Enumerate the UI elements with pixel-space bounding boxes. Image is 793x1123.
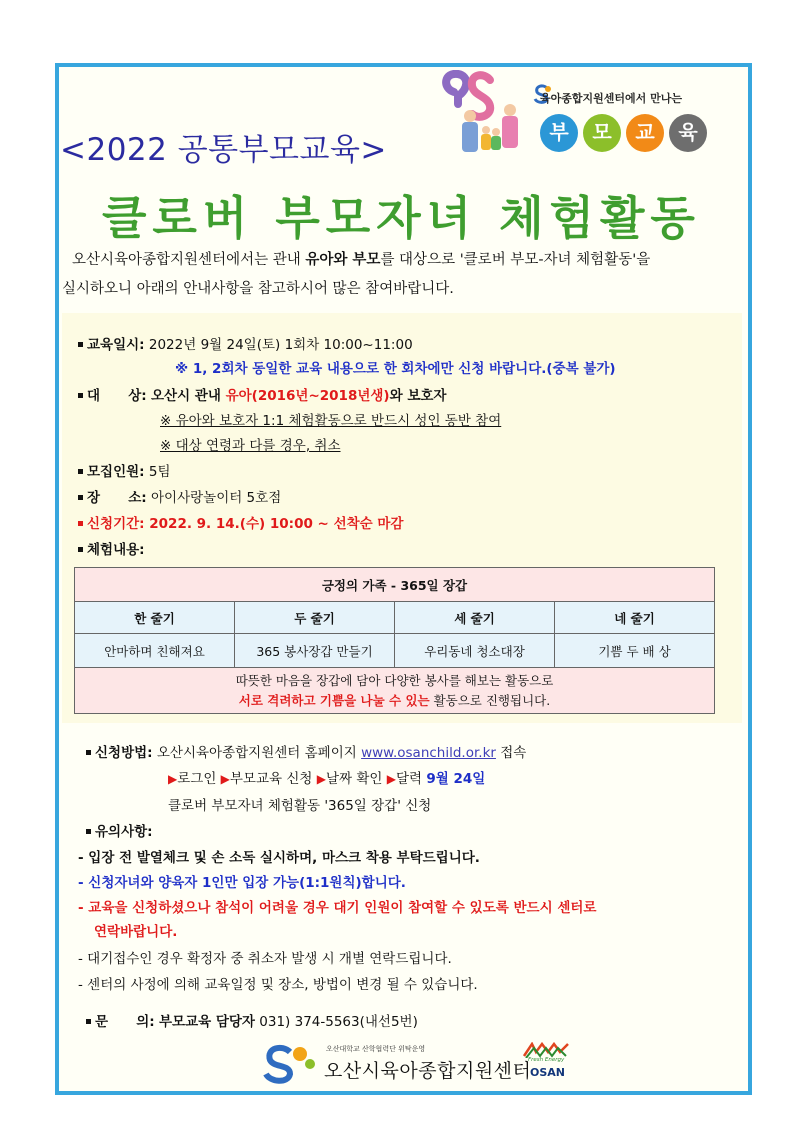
logo-bubble-2: 모 <box>583 114 621 152</box>
center-s-logo-icon <box>260 1042 320 1086</box>
table-header-2: 두 줄기 <box>235 602 395 634</box>
bullet-icon <box>78 495 83 500</box>
logo-caption: 육아종합지원센터에서 만나는 <box>540 92 682 105</box>
arrow-right-icon: ▶ <box>168 772 178 786</box>
family-illustration-icon <box>440 70 530 162</box>
parent-education-logo <box>440 70 740 162</box>
arrow-right-icon: ▶ <box>220 772 230 786</box>
main-title: 클로버 부모자녀 체험활동 <box>102 191 701 245</box>
table-cell-3: 우리동네 청소대장 <box>395 634 555 668</box>
table-footer: 따뜻한 마음을 장갑에 담아 다양한 봉사를 해보는 활동으로 서로 격려하고 기쁨을 나눌 수 있는 활동으로 진행됩니다. <box>75 668 715 714</box>
bullet-icon <box>78 393 83 398</box>
education-date-row: 교육일시: 2022년 9월 24일(토) 1회차 10:00~11:00 <box>78 333 413 353</box>
activity-table <box>74 567 715 714</box>
target-note-accompany: ※ 유아와 보호자 1:1 체험활동으로 반드시 성인 동반 참여 <box>160 413 502 429</box>
contact-row: 문 의: 부모교육 담당자 031) 374-5563(내선5번) <box>86 1010 418 1030</box>
arrow-right-icon: ▶ <box>316 772 326 786</box>
target-row: 대 상: 오산시 관내 유아(2016년~2018년생)와 보호자 <box>78 384 446 404</box>
footer-center-name: 오산시육아종합지원센터 <box>324 1060 532 1082</box>
bullet-icon <box>78 469 83 474</box>
recruit-row: 모집인원: 5팀 <box>78 460 171 480</box>
note-schedule-change: - 센터의 사정에 의해 교육일정 및 장소, 방법이 변경 될 수 있습니다. <box>78 977 478 993</box>
footer-osan-text: OSAN <box>530 1066 565 1079</box>
bullet-icon <box>78 547 83 552</box>
table-title: 긍정의 가족 - 365일 장갑 <box>75 568 715 602</box>
footer-subtitle: 오산대학교 산학협력단 위탁운영 <box>326 1045 426 1053</box>
note-waitlist: - 대기접수인 경우 확정자 중 취소자 발생 시 개별 연락드립니다. <box>78 951 452 967</box>
apply-steps-row: ▶로그인 ▶부모교육 신청 ▶날짜 확인 ▶달력 9월 24일 <box>168 771 486 787</box>
apply-program-line: 클로버 부모자녀 체험활동 '365일 장갑' 신청 <box>168 798 432 814</box>
table-footer-highlight: 서로 격려하고 기쁨을 나눌 수 있는 <box>238 692 430 708</box>
intro-line-2: 실시하오니 아래의 안내사항을 참고하시어 많은 참여바랍니다. <box>62 281 454 297</box>
bullet-icon <box>86 750 91 755</box>
notes-heading: 유의사항: <box>86 820 153 840</box>
bullet-icon <box>78 521 83 526</box>
logo-bubble-1: 부 <box>540 114 578 152</box>
apply-period-row: 신청기간: 2022. 9. 14.(수) 10:00 ~ 선착순 마감 <box>78 512 403 532</box>
intro-paragraph: 오산시육아종합지원센터에서는 관내 유아와 부모를 대상으로 '클로버 부모-자녀 체험활동'을 실시하오니 아래의 안내사항을 참고하시어 많은 참여바랍니다. <box>62 246 744 304</box>
bullet-icon <box>86 829 91 834</box>
footer-center-logo <box>260 1042 582 1088</box>
table-header-3: 세 줄기 <box>395 602 555 634</box>
arrow-right-icon: ▶ <box>386 772 396 786</box>
note-cancel-contact: - 교육을 신청하셨으나 참석이 어려울 경우 대기 인원이 참여할 수 있도록 반드시 센터로 <box>78 900 597 916</box>
note-one-guardian: - 신청자녀와 양육자 1인만 입장 가능(1:1원칙)합니다. <box>78 875 406 891</box>
table-cell-4: 기쁨 두 배 상 <box>555 634 715 668</box>
content-row: 체험내용: <box>78 538 145 558</box>
osan-city-mark-icon <box>522 1042 572 1058</box>
event-series-title: <2022 공통부모교육> <box>60 132 387 168</box>
table-header-4: 네 줄기 <box>555 602 715 634</box>
logo-bubble-4: 육 <box>669 114 707 152</box>
table-header-1: 한 줄기 <box>75 602 235 634</box>
place-row: 장 소: 아이사랑놀이터 5호점 <box>78 486 281 506</box>
footer-fresh-energy: Fresh Energy <box>528 1057 565 1063</box>
intro-target-bold: 유아와 부모 <box>305 252 381 268</box>
note-cancel-contact-cont: 연락바랍니다. <box>94 924 178 940</box>
homepage-link[interactable]: www.osanchild.or.kr <box>361 745 496 761</box>
note-fever-check: - 입장 전 발열체크 및 손 소독 실시하며, 마스크 착용 부탁드립니다. <box>78 850 480 866</box>
target-note-age: ※ 대상 연령과 다를 경우, 취소 <box>160 438 341 454</box>
date-duplicate-note: ※ 1, 2회차 동일한 교육 내용으로 한 회차에만 신청 바랍니다.(중복 불가) <box>175 361 616 377</box>
logo-bubble-3: 교 <box>626 114 664 152</box>
apply-method-row: 신청방법: 오산시육아종합지원센터 홈페이지 www.osanchild.or.kr 접속 <box>86 741 526 761</box>
table-cell-2: 365 봉사장갑 만들기 <box>235 634 395 668</box>
table-cell-1: 안마하며 친해져요 <box>75 634 235 668</box>
bullet-icon <box>78 342 83 347</box>
bullet-icon <box>86 1019 91 1024</box>
